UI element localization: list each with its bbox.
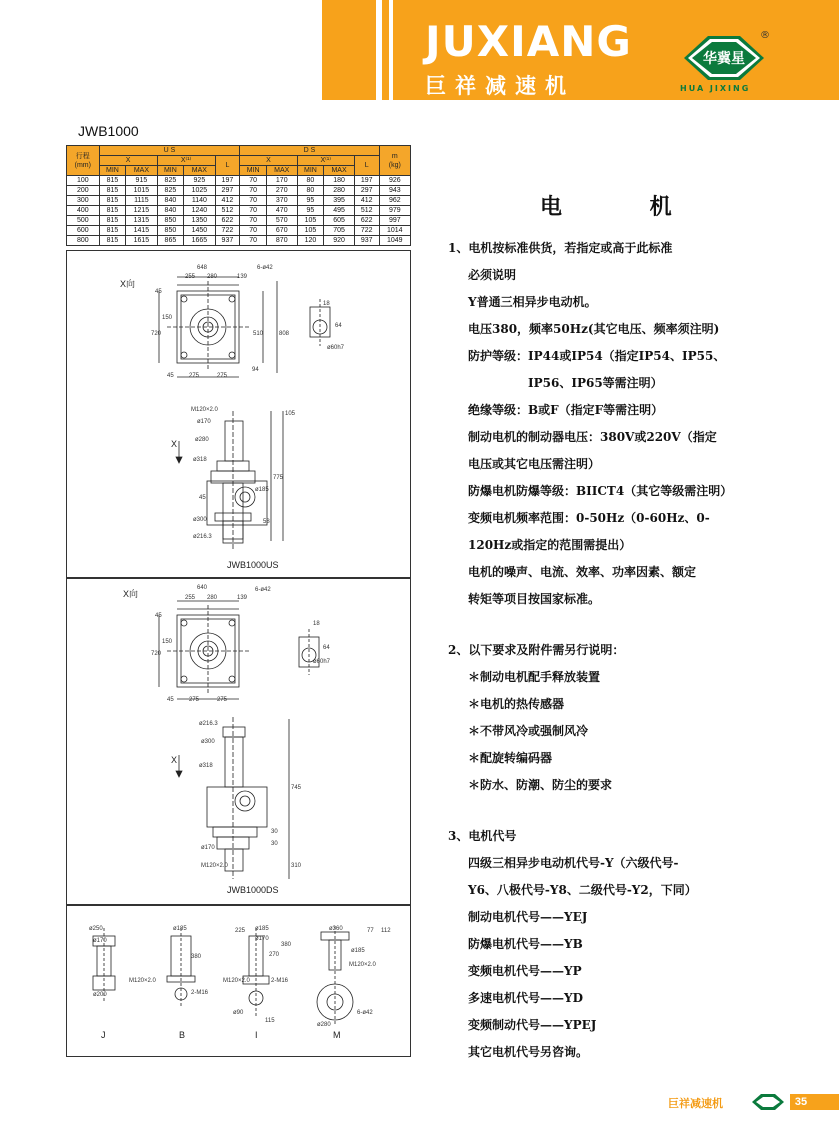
adapter-label-m: M (333, 1030, 341, 1040)
table-cell: 170 (266, 176, 297, 186)
motor-spec-line: 2、以下要求及附件需另行说明： (448, 643, 625, 657)
table-cell: 865 (157, 236, 184, 246)
table-cell: 815 (99, 196, 126, 206)
table-cell: 670 (266, 226, 297, 236)
table-cell: 915 (126, 176, 157, 186)
motor-spec-line: ＊电机的热传感器 (468, 697, 565, 711)
max-header: MAX (266, 166, 297, 176)
table-cell: 979 (379, 206, 410, 216)
motor-spec-line: 防护等级：IP44或IP54（指定IP54、IP55、 (468, 349, 726, 363)
min-header: MIN (157, 166, 184, 176)
table-cell: 815 (99, 216, 126, 226)
table-cell: 1315 (126, 216, 157, 226)
table-cell: 570 (266, 216, 297, 226)
us-dim: ø280 (195, 437, 209, 443)
table-cell: 280 (324, 186, 355, 196)
motor-spec-line: 防爆电机代号——YB (468, 937, 583, 951)
table-cell: 937 (215, 236, 240, 246)
table-cell: 500 (67, 216, 100, 226)
motor-spec-line: 必须说明 (468, 268, 517, 282)
table-cell: 297 (354, 186, 379, 196)
table-cell: 1415 (126, 226, 157, 236)
motor-spec-line: ＊不带风冷或强制风冷 (468, 724, 589, 738)
adapter-dim: ø185 (351, 948, 365, 954)
table-cell: 815 (99, 186, 126, 196)
us-dim: 45 (167, 373, 174, 379)
ds-dim: ø300 (201, 739, 215, 745)
table-cell: 705 (324, 226, 355, 236)
table-cell: 412 (215, 196, 240, 206)
table-cell: 105 (297, 226, 324, 236)
x-header: X (240, 156, 297, 166)
table-cell: 622 (354, 216, 379, 226)
table-cell: 815 (99, 206, 126, 216)
motor-spec-line: 制动电机代号——YEJ (468, 910, 588, 924)
header-left (0, 0, 322, 100)
table-cell: 370 (266, 196, 297, 206)
motor-spec-line: 电压380，频率50Hz(其它电压、频率须注明) (468, 322, 720, 336)
adapter-label-b: B (179, 1030, 186, 1040)
us-dim: ø60h7 (327, 345, 345, 351)
us-dim: 45 (155, 289, 162, 295)
table-cell: 70 (240, 236, 267, 246)
table-cell: 800 (67, 236, 100, 246)
adapter-dim: M120×2.0 (349, 962, 376, 968)
motor-spec-line: ＊防水、防潮、防尘的要求 (468, 778, 613, 792)
us-caption: JWB1000US (227, 560, 279, 570)
adapter-dim: ø200 (93, 992, 107, 998)
table-cell: 70 (240, 186, 267, 196)
us-dim: ø216.3 (193, 534, 212, 540)
us-dim: 510 (253, 331, 264, 337)
ds-dim: 275 (189, 697, 200, 703)
drawing-ds (66, 578, 411, 905)
table-cell: 70 (240, 226, 267, 236)
l-header: L (354, 156, 379, 176)
table-row (67, 236, 411, 246)
ds-view-label: X向 (123, 589, 139, 599)
table-cell: 997 (379, 216, 410, 226)
adapter-dim: 380 (191, 954, 202, 960)
motor-spec-line: Y6、八极代号-Y8、二级代号-Y2，下同） (468, 883, 697, 897)
table-cell: 197 (354, 176, 379, 186)
brand-name: JUXIANG (425, 17, 632, 66)
x1-header: X⁽¹⁾ (157, 156, 215, 166)
adapter-dim: M120×2.0 (223, 978, 250, 984)
us-dim: 6-ø42 (257, 265, 273, 271)
table-cell: 605 (324, 216, 355, 226)
us-dim: 808 (279, 331, 290, 337)
ds-dim: 45 (167, 697, 174, 703)
ds-dim: 139 (237, 595, 248, 601)
table-cell: 1350 (184, 216, 215, 226)
us-dim: 648 (197, 265, 208, 271)
table-cell: 937 (354, 236, 379, 246)
table-cell: 825 (157, 176, 184, 186)
ds-dim: 64 (323, 645, 330, 651)
ds-dim: 30 (271, 841, 278, 847)
table-cell: 926 (379, 176, 410, 186)
table-cell: 815 (99, 226, 126, 236)
table-cell: 197 (215, 176, 240, 186)
motor-spec-line: 3、电机代号 (448, 829, 517, 843)
ds-dim: M120×2.0 (201, 863, 228, 869)
table-cell: 105 (297, 216, 324, 226)
adapter-dim: 6-ø42 (357, 1010, 373, 1016)
table-cell: 1049 (379, 236, 410, 246)
drawing-adapters (66, 905, 411, 1057)
max-header: MAX (324, 166, 355, 176)
adapter-dim: 380 (281, 942, 292, 948)
table-cell: 1014 (379, 226, 410, 236)
us-dim: 775 (273, 475, 284, 481)
stroke-header: 行程 (mm) (67, 146, 100, 176)
adapter-dim: 115 (265, 1018, 275, 1024)
table-cell: 70 (240, 196, 267, 206)
table-row (67, 216, 411, 226)
motor-spec-line: ＊制动电机配手释放装置 (468, 670, 601, 684)
table-cell: 825 (157, 186, 184, 196)
adapter-dim: ø170 (255, 936, 269, 942)
ds-dim: 18 (313, 621, 320, 627)
us-dim: 94 (252, 367, 259, 373)
ds-dim: 720 (151, 651, 162, 657)
ds-dim: ø170 (201, 845, 215, 851)
table-cell: 400 (67, 206, 100, 216)
table-cell: 300 (67, 196, 100, 206)
us-dim: 139 (237, 274, 248, 280)
table-cell: 200 (67, 186, 100, 196)
us-dim: 255 (185, 274, 196, 280)
table-cell: 850 (157, 226, 184, 236)
table-cell: 80 (297, 176, 324, 186)
us-dim: 45 (199, 495, 206, 501)
us-dim: 58 (263, 519, 270, 525)
table-cell: 180 (324, 176, 355, 186)
ds-dim: 30 (271, 829, 278, 835)
motor-spec-line: 1、电机按标准供货，若指定或高于此标准 (448, 241, 673, 255)
us-dim: ø170 (197, 419, 211, 425)
motor-spec-line: ＊配旋转编码器 (468, 751, 553, 765)
table-cell: 95 (297, 196, 324, 206)
adapter-dim: 77 (367, 928, 374, 934)
us-dim: ø185 (255, 487, 269, 493)
motor-spec-line: Y普通三相异步电动机。 (468, 295, 597, 309)
table-row (67, 226, 411, 236)
table-cell: 1115 (126, 196, 157, 206)
header-stripe (389, 0, 393, 100)
ds-dim: 640 (197, 585, 208, 591)
table-cell: 1140 (184, 196, 215, 206)
table-cell: 270 (266, 186, 297, 196)
adapter-dim: 2-M16 (271, 978, 289, 984)
brand-subtitle: 巨祥减速机 (425, 74, 575, 98)
adapter-dim: ø185 (173, 926, 187, 932)
ds-dim: ø216.3 (199, 721, 218, 727)
motor-spec-line: 四级三相异步电动机代号-Y（六级代号- (468, 856, 679, 870)
model-title: JWB1000 (78, 123, 139, 139)
adapter-dim: 2-M16 (191, 990, 209, 996)
motor-spec-line: 120Hz或指定的范围需提出） (468, 538, 632, 552)
table-cell: 943 (379, 186, 410, 196)
table-cell: 840 (157, 196, 184, 206)
motor-spec-line: 变频制动代号——YPEJ (468, 1018, 597, 1032)
ds-dim: 275 (217, 697, 228, 703)
registered-mark: ® (760, 30, 770, 41)
table-cell: 95 (297, 206, 324, 216)
x-header: X (99, 156, 157, 166)
table-cell: 70 (240, 176, 267, 186)
motor-spec-line: 变频电机代号——YP (468, 964, 582, 978)
x1-header: X⁽¹⁾ (297, 156, 354, 166)
adapter-dim: ø90 (233, 1010, 244, 1016)
logo-caption: HUA JIXING (680, 84, 751, 93)
us-dim: ø318 (193, 457, 207, 463)
motor-spec-line: 转矩等项目按国家标准。 (468, 592, 601, 606)
table-cell: 395 (324, 196, 355, 206)
us-dim: 280 (207, 274, 218, 280)
table-cell: 70 (240, 206, 267, 216)
table-cell: 512 (354, 206, 379, 216)
table-cell: 1665 (184, 236, 215, 246)
table-cell: 495 (324, 206, 355, 216)
motor-spec-line: 制动电机的制动器电压：380V或220V（指定 (468, 430, 717, 444)
adapter-dim: ø170 (93, 938, 107, 944)
table-cell: 925 (184, 176, 215, 186)
ds-header: D S (240, 146, 379, 156)
table-cell: 120 (297, 236, 324, 246)
min-header: MIN (99, 166, 126, 176)
table-cell: 470 (266, 206, 297, 216)
table-cell: 1450 (184, 226, 215, 236)
us-dim: ø300 (193, 517, 207, 523)
table-cell: 815 (99, 236, 126, 246)
table-cell: 920 (324, 236, 355, 246)
ds-caption: JWB1000DS (227, 885, 279, 895)
us-dim: 150 (162, 315, 173, 321)
table-cell: 1615 (126, 236, 157, 246)
footer-brand: 巨祥减速机 (668, 1097, 723, 1110)
ds-dim: 280 (207, 595, 218, 601)
ds-dim: ø318 (199, 763, 213, 769)
motor-spec-line: 其它电机代号另咨询。 (468, 1045, 589, 1059)
table-cell: 840 (157, 206, 184, 216)
table-cell: 100 (67, 176, 100, 186)
ds-dim: 745 (291, 785, 302, 791)
motor-spec-line: 绝缘等级：B或F（指定F等需注明） (468, 403, 664, 417)
adapter-dim: ø185 (255, 926, 269, 932)
page-number: 35 (794, 1096, 808, 1108)
motor-spec-line: 多速电机代号——YD (468, 991, 583, 1005)
min-header: MIN (297, 166, 324, 176)
ds-dim: ø60h7 (313, 659, 331, 665)
us-dim: 275 (217, 373, 228, 379)
ds-x-arrow: X (171, 755, 178, 765)
min-header: MIN (240, 166, 267, 176)
ds-dim: 45 (155, 613, 162, 619)
max-header: MAX (126, 166, 157, 176)
us-dim: 720 (151, 331, 162, 337)
table-cell: 70 (240, 216, 267, 226)
adapter-label-i: I (255, 1030, 258, 1040)
header-stripe (376, 0, 382, 100)
ds-drawing-svg (67, 579, 410, 904)
table-cell: 1215 (126, 206, 157, 216)
drawing-us (66, 250, 411, 578)
max-header: MAX (184, 166, 215, 176)
adapter-dim: 270 (269, 952, 280, 958)
table-cell: 622 (215, 216, 240, 226)
table-cell: 600 (67, 226, 100, 236)
table-row (67, 206, 411, 216)
ds-dim: 310 (291, 863, 302, 869)
table-cell: 1015 (126, 186, 157, 196)
adapter-label-j: J (101, 1030, 106, 1040)
table-row (67, 186, 411, 196)
table-row (67, 196, 411, 206)
motor-spec-line: 电压或其它电压需注明） (468, 457, 601, 471)
adapter-dim: 225 (235, 928, 246, 934)
us-view-label: X向 (120, 279, 136, 289)
motor-spec-line: 防爆电机防爆等级：BIICT4（其它等级需注明） (468, 484, 733, 498)
adapter-dim: ø280 (317, 1022, 331, 1028)
us-dim: 18 (323, 301, 330, 307)
l-header: L (215, 156, 240, 176)
us-header: U S (99, 146, 240, 156)
us-dim: 105 (285, 411, 296, 417)
table-row (67, 176, 411, 186)
adapter-dim: 112 (381, 928, 391, 934)
ds-dim: 6-ø42 (255, 587, 271, 593)
ds-dim: 150 (162, 639, 173, 645)
table-cell: 962 (379, 196, 410, 206)
table-cell: 412 (354, 196, 379, 206)
us-dim: 275 (189, 373, 200, 379)
table-cell: 815 (99, 176, 126, 186)
spec-table (66, 145, 411, 246)
table-cell: 1240 (184, 206, 215, 216)
table-cell: 722 (215, 226, 240, 236)
us-dim: M120×2.0 (191, 407, 218, 413)
adapter-dim: M120×2.0 (129, 978, 156, 984)
adapter-dim: ø250 (89, 926, 103, 932)
footer-logo-icon (750, 1092, 786, 1112)
motor-spec-line: 变频电机频率范围：0-50Hz（0-60Hz、0- (468, 511, 710, 525)
motor-spec-line: IP56、IP65等需注明） (528, 376, 663, 390)
motor-title: 电 机 (540, 194, 712, 220)
table-cell: 870 (266, 236, 297, 246)
table-cell: 297 (215, 186, 240, 196)
table-cell: 1025 (184, 186, 215, 196)
table-cell: 80 (297, 186, 324, 196)
table-cell: 850 (157, 216, 184, 226)
adapter-dim: ø360 (329, 926, 343, 932)
motor-spec-line: 电机的噪声、电流、效率、功率因素、额定 (468, 565, 697, 579)
company-logo (678, 32, 770, 84)
mass-header: m (kg) (379, 146, 410, 176)
us-x-arrow: X (171, 439, 178, 449)
table-cell: 722 (354, 226, 379, 236)
us-dim: 64 (335, 323, 342, 329)
us-drawing-svg (67, 251, 410, 577)
ds-dim: 255 (185, 595, 196, 601)
table-cell: 512 (215, 206, 240, 216)
logo-text: 华冀星 (703, 51, 745, 67)
